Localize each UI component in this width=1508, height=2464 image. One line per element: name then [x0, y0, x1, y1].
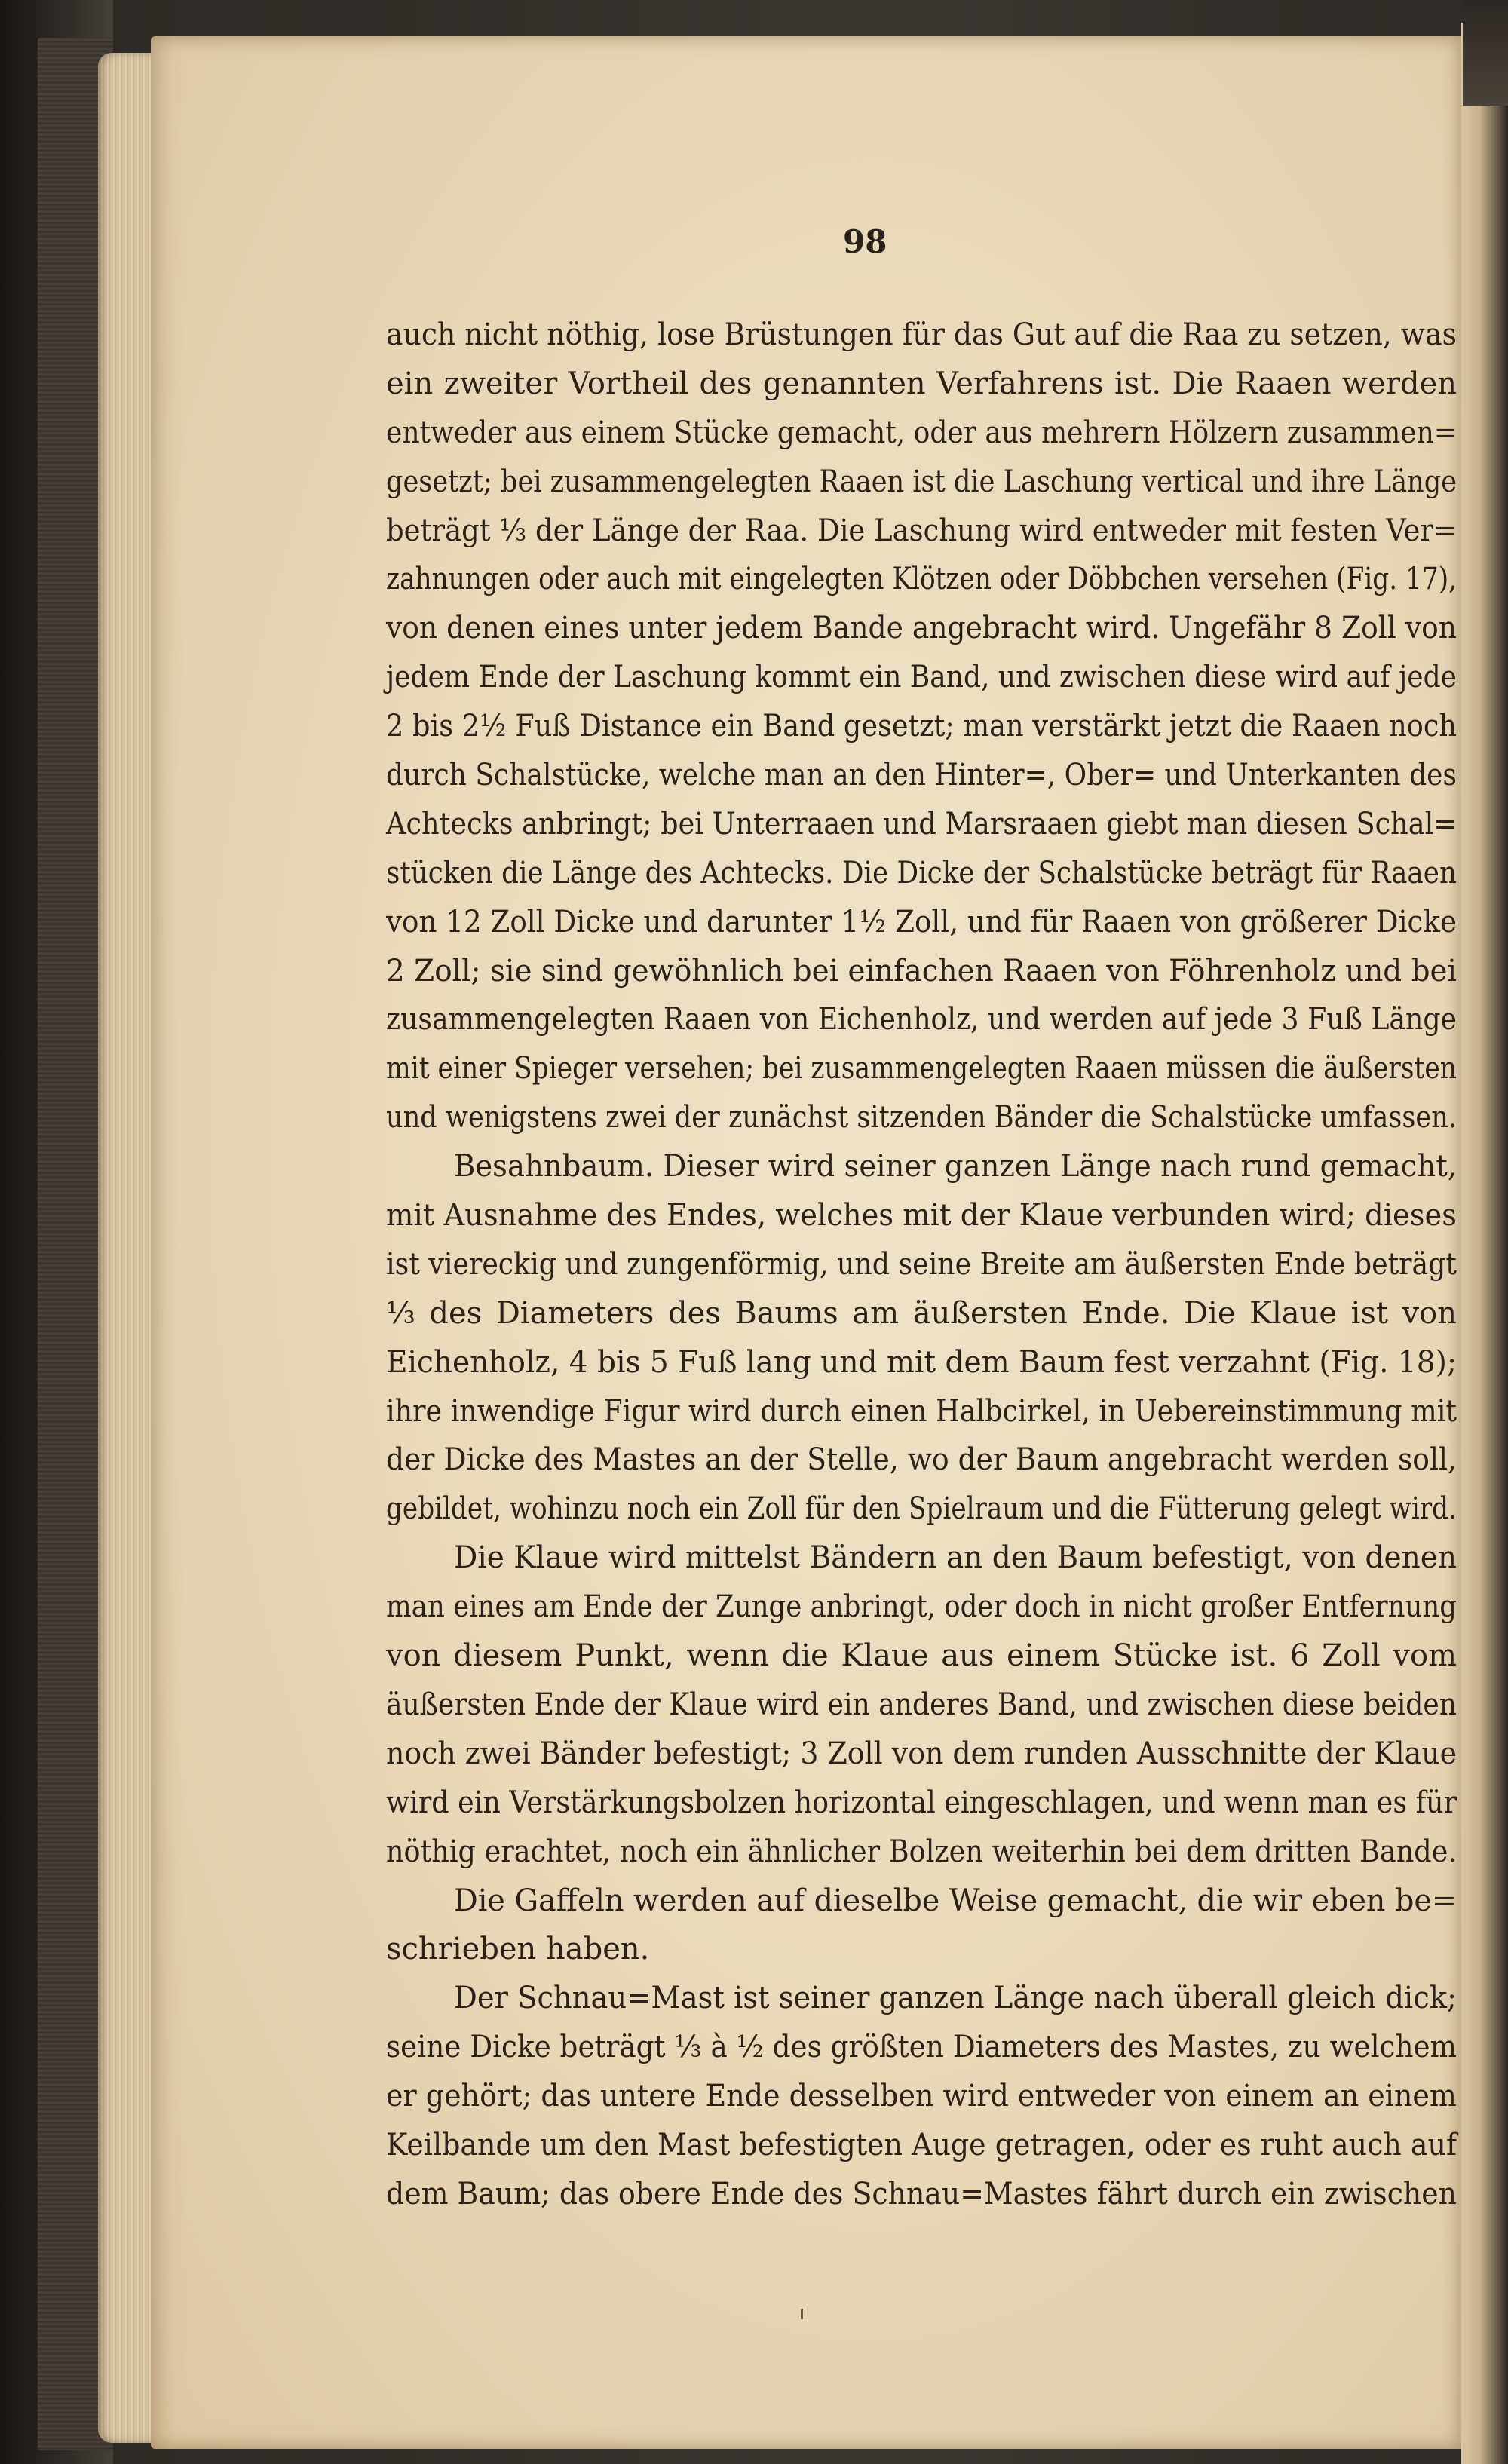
text-line: zahnungen oder auch mit eingelegten Klötzen oder Döbbchen versehen (Fig. 17), [386, 562, 1457, 597]
text-line: gebildet, wohinzu noch ein Zoll für den Spielraum und die Fütterung gelegt wird. [386, 1491, 1457, 1527]
text-line: von 12 Zoll Dicke und darunter 1½ Zoll, und für Raaen von größerer Dicke [386, 904, 1457, 939]
text-line: Achtecks anbringt; bei Unterraaen und Marsraaen giebt man diesen Schal= [386, 806, 1457, 841]
text-line: ein zweiter Vortheil des genannten Verfahrens ist. Die Raaen werden [386, 366, 1457, 401]
book-cover-board [0, 0, 113, 2464]
text-line: und wenigstens zwei der zunächst sitzenden Bänder die Schalstücke umfassen. [386, 1100, 1457, 1135]
text-line: ⅓ des Diameters des Baums am äußersten Ende. Die Klaue ist von [386, 1295, 1457, 1331]
text-line: auch nicht nöthig, lose Brüstungen für das Gut auf die Raa zu setzen, was [386, 317, 1457, 352]
text-line: ist viereckig und zungenförmig, und seine Breite am äußersten Ende beträgt [386, 1246, 1457, 1282]
text-line: gesetzt; bei zusammengelegten Raaen ist die Laschung vertical und ihre Länge [386, 464, 1457, 499]
text-line: 2 Zoll; sie sind gewöhnlich bei einfachen Raaen von Föhrenholz und bei [386, 953, 1457, 988]
text-line: dem Baum; das obere Ende des Schnau=Mastes fährt durch ein zwischen [386, 2176, 1457, 2211]
ink-mark [801, 2309, 803, 2319]
text-line: mit einer Spieger versehen; bei zusammengelegten Raaen müssen die äußersten [386, 1051, 1457, 1086]
text-line: ihre inwendige Figur wird durch einen Halbcirkel, in Uebereinstimmung mit [386, 1393, 1457, 1429]
text-line: nöthig erachtet, noch ein ähnlicher Bolzen weiterhin bei dem dritten Bande. [386, 1834, 1457, 1869]
text-line: entweder aus einem Stücke gemacht, oder aus mehrern Hölzern zusammen= [386, 415, 1457, 450]
section-heading-schnau-mast: Der Schnau=Mast ist seiner ganzen Länge nach überall gleich dick; [454, 1981, 1457, 2016]
text-line: wird ein Verstärkungsbolzen horizontal eingeschlagen, und wenn man es für [386, 1785, 1457, 1820]
body-text [386, 311, 1457, 2219]
text-line: der Dicke des Mastes an der Stelle, wo der Baum angebracht werden soll, [386, 1442, 1457, 1478]
text-line: zusammengelegten Raaen von Eichenholz, und werden auf jede 3 Fuß Länge [386, 1002, 1457, 1037]
section-heading-gaffeln: Die Gaffeln werden auf dieselbe Weise gemacht, die wir eben be= [454, 1883, 1457, 1918]
text-line: von denen eines unter jedem Bande angebracht wird. Ungefähr 8 Zoll von [386, 611, 1457, 646]
text-line: von diesem Punkt, wenn die Klaue aus einem Stücke ist. 6 Zoll vom [386, 1638, 1457, 1674]
text-line: noch zwei Bänder befestigt; 3 Zoll von dem runden Ausschnitte der Klaue [386, 1736, 1457, 1771]
paragraph-start: Die Klaue wird mittelst Bändern an den Baum befestigt, von denen [454, 1540, 1457, 1576]
page-right-edge [1461, 23, 1508, 2464]
text-line: Eichenholz, 4 bis 5 Fuß lang und mit dem Baum fest verzahnt (Fig. 18); [386, 1344, 1457, 1380]
text-line: stücken die Länge des Achtecks. Die Dicke der Schalstücke beträgt für Raaen [386, 855, 1457, 890]
text-line: durch Schalstücke, welche man an den Hinter=, Ober= und Unterkanten des [386, 758, 1457, 793]
text-line: beträgt ⅓ der Länge der Raa. Die Laschung wird entweder mit festen Ver= [386, 513, 1457, 548]
section-heading-besahnbaum: Besahnbaum. Dieser wird seiner ganzen Länge nach rund gemacht, [454, 1149, 1457, 1184]
text-line: er gehört; das untere Ende desselben wird entweder von einem an einem [386, 2079, 1457, 2114]
page-number: 98 [843, 223, 887, 260]
text-line: äußersten Ende der Klaue wird ein anderes Band, und zwischen diese beiden [386, 1687, 1457, 1722]
text-line: seine Dicke beträgt ⅓ à ½ des größten Diameters des Mastes, zu welchem [386, 2030, 1457, 2065]
text-line: 2 bis 2½ Fuß Distance ein Band gesetzt; man verstärkt jetzt die Raaen noch [386, 709, 1457, 744]
text-line: mit Ausnahme des Endes, welches mit der Klaue verbunden wird; dieses [386, 1198, 1457, 1234]
text-line: Keilbande um den Mast befestigten Auge getragen, oder es ruht auch auf [386, 2127, 1457, 2162]
text-line: jedem Ende der Laschung kommt ein Band, und zwischen diese wird auf jede [386, 660, 1457, 695]
text-line: man eines am Ende der Zunge anbringt, oder doch in nicht großer Entfernung [386, 1589, 1457, 1625]
top-corner-tab [1463, 0, 1508, 106]
text-line: schrieben haben. [386, 1932, 650, 1967]
